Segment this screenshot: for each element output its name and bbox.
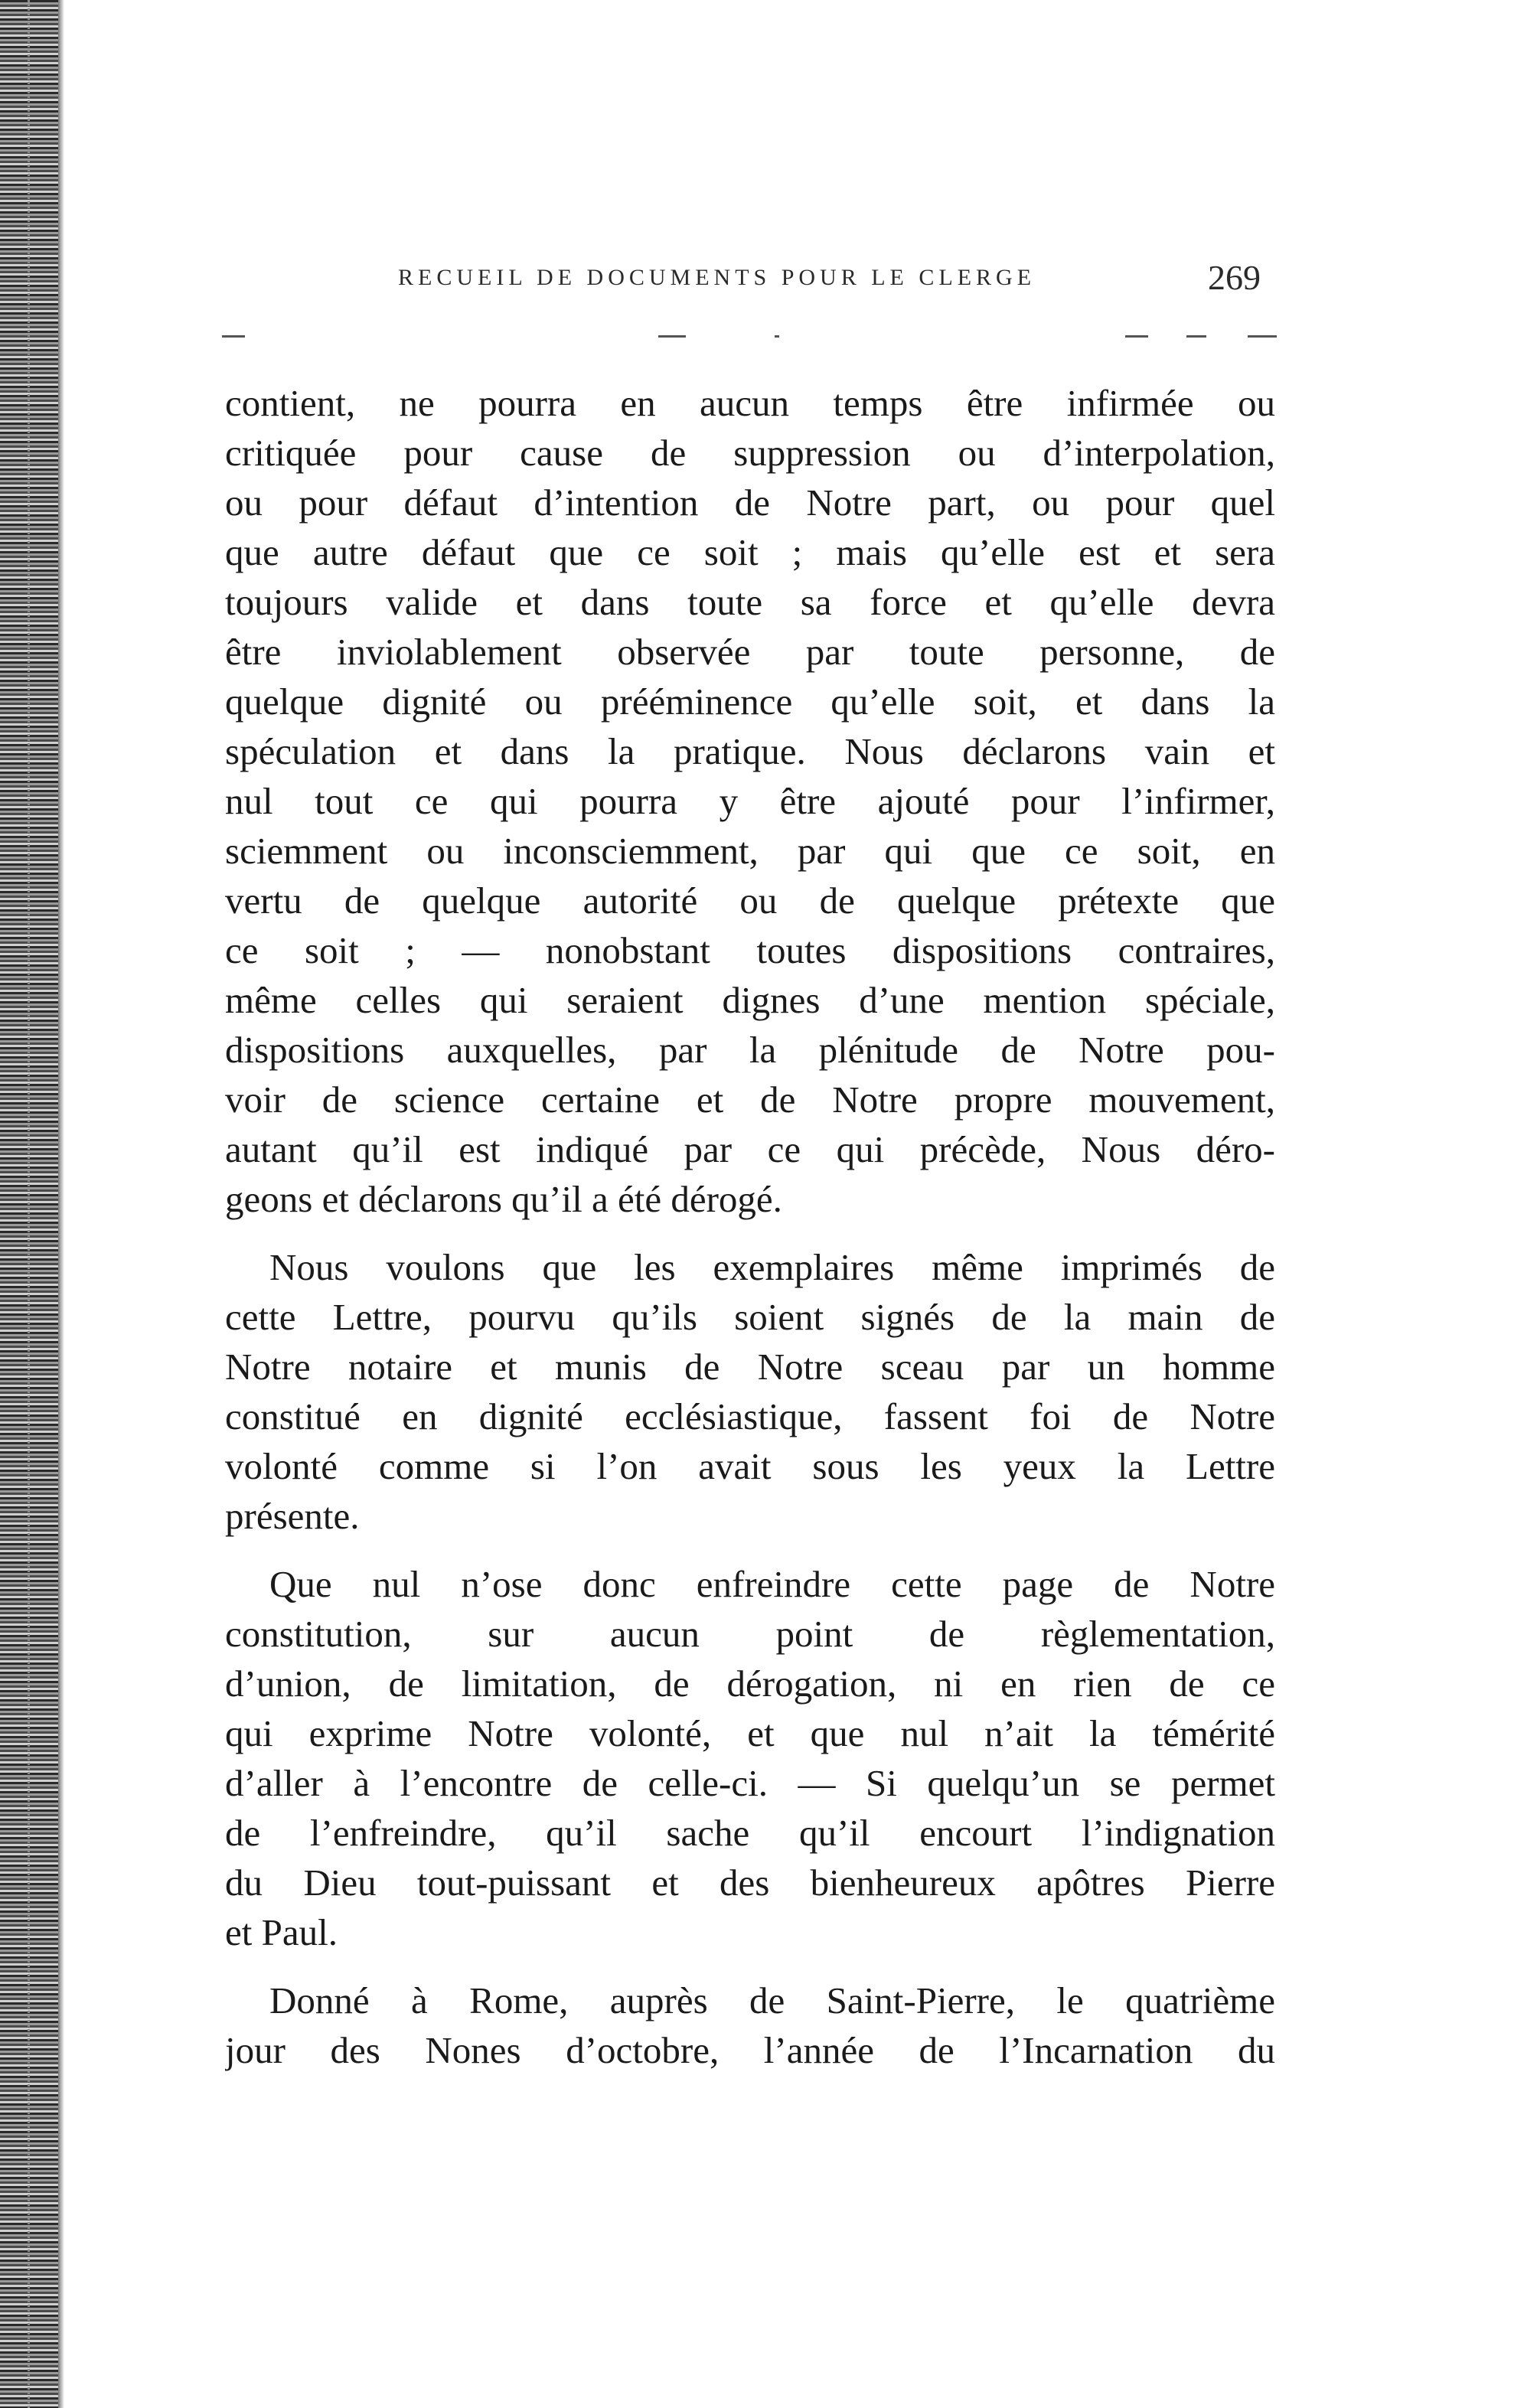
paragraph [225,378,1275,1224]
text-line: d’aller à l’encontre de celle-ci. — Si quelqu’un se permet [225,1762,1275,1804]
text-line: de l’enfreindre, qu’il sache qu’il encourt l’indignation [225,1812,1275,1854]
text-line: vertu de quelque autorité ou de quelque prétexte que [225,879,1275,922]
text-line: contient, ne pourra en aucun temps être infirmée ou [225,382,1275,424]
margin-dotted-rule [28,0,30,2408]
text-line: dispositions auxquelles, par la plénitude de Notre pou- [225,1029,1275,1071]
text-line: qui exprime Notre volonté, et que nul n’ait la témérité [225,1712,1275,1754]
text-line: voir de science certaine et de Notre propre mouvement, [225,1078,1275,1121]
text-line: geons et déclarons qu’il a été dérogé. [225,1178,782,1220]
running-head: RECUEIL DE DOCUMENTS POUR LE CLERGE [398,265,1036,290]
text-line: ou pour défaut d’intention de Notre part, ou pour quel [225,481,1275,524]
text-line: même celles qui seraient dignes d’une mention spéciale, [225,979,1275,1021]
text-line: Donné à Rome, auprès de Saint-Pierre, le quatrième [269,1979,1275,2021]
paragraph-gap [225,1224,1275,1242]
text-line: autant qu’il est indiqué par ce qui précède, Nous déro- [225,1128,1275,1170]
paragraph [225,1242,1275,1541]
paragraph-gap [225,1957,1275,1976]
scanned-binding-edge [0,0,60,2408]
text-line: sciemment ou inconsciemment, par qui que ce soit, en [225,830,1275,872]
text-line: constitué en dignité ecclésiastique, fassent foi de Notre [225,1395,1275,1437]
text-line: volonté comme si l’on avait sous les yeux la Lettre [225,1445,1275,1487]
text-line: Notre notaire et munis de Notre sceau par un homme [225,1346,1275,1388]
text-line: ce soit ; — nonobstant toutes dispositions contraires, [225,929,1275,971]
text-line: jour des Nones d’octobre, l’année de l’Incarnation du [225,2029,1275,2071]
paragraph [225,1559,1275,1957]
text-line: que autre défaut que ce soit ; mais qu’elle est et sera [225,531,1275,573]
text-line: d’union, de limitation, de dérogation, ni en rien de ce [225,1662,1275,1705]
header-rule [222,335,1278,338]
text-line: présente. [225,1495,360,1537]
text-line: constitution, sur aucun point de règlementation, [225,1613,1275,1655]
text-line: du Dieu tout-puissant et des bienheureux apôtres Pierre [225,1861,1275,1904]
body-text [225,378,1275,2075]
text-line: spéculation et dans la pratique. Nous déclarons vain et [225,730,1275,772]
text-line: Nous voulons que les exemplaires même imprimés de [269,1246,1275,1288]
text-line: et Paul. [225,1911,338,1953]
text-line: nul tout ce qui pourra y être ajouté pour l’infirmer, [225,780,1275,822]
text-line: quelque dignité ou prééminence qu’elle soit, et dans la [225,680,1275,723]
text-line: cette Lettre, pourvu qu’ils soient signés de la main de [225,1296,1275,1338]
page-number: 269 [1208,258,1261,297]
text-line: Que nul n’ose donc enfreindre cette page de Notre [269,1563,1275,1605]
text-line: critiquée pour cause de suppression ou d’interpolation, [225,432,1275,474]
text-line: toujours valide et dans toute sa force et qu’elle devra [225,581,1275,623]
text-line: être inviolablement observée par toute personne, de [225,631,1275,673]
paragraph-gap [225,1541,1275,1559]
paragraph [225,1976,1275,2075]
